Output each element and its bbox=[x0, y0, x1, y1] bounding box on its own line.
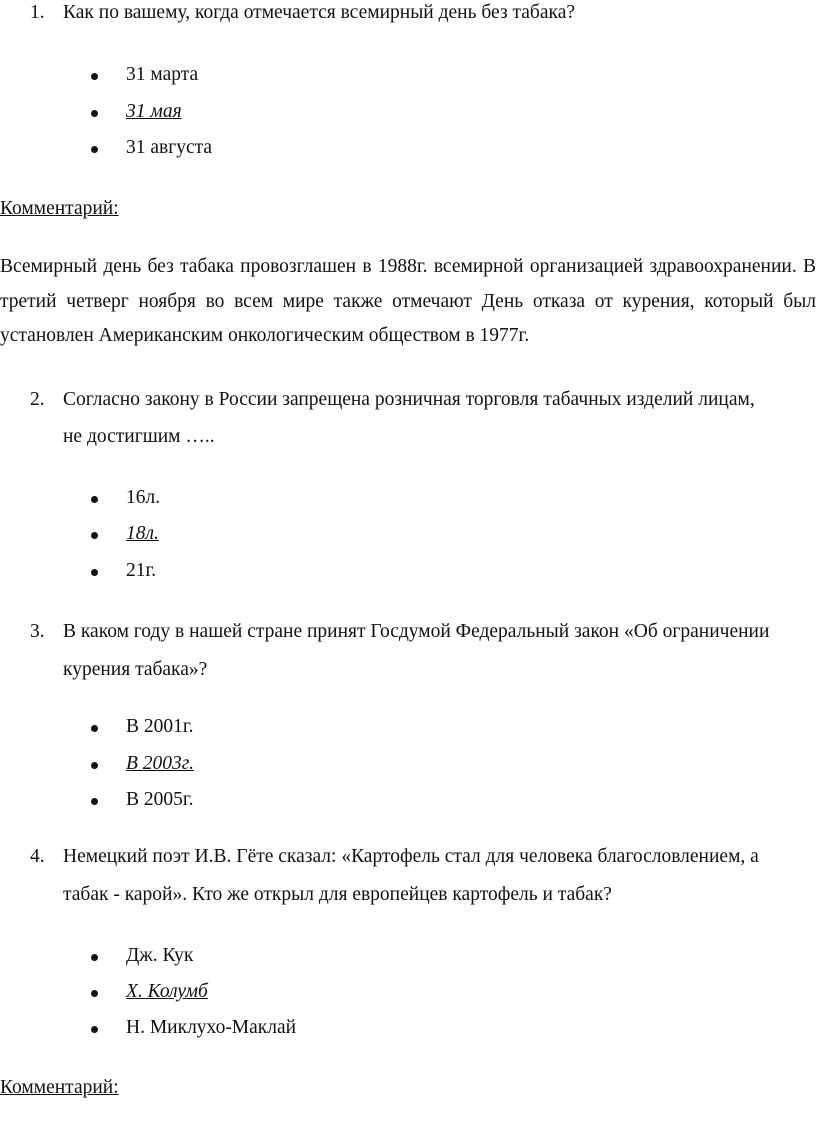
q1-option-1: 31 марта bbox=[126, 64, 199, 85]
question-1-number: 1. bbox=[30, 2, 45, 23]
bullet-icon bbox=[91, 762, 98, 769]
question-3-text-line-2: курения табака»? bbox=[63, 659, 208, 680]
question-4-number: 4. bbox=[30, 846, 45, 867]
bullet-icon bbox=[91, 954, 98, 961]
q2-option-1: 16л. bbox=[126, 487, 161, 508]
q3-option-3: В 2005г. bbox=[126, 789, 194, 810]
bullet-icon bbox=[91, 990, 98, 997]
question-4-text-line-2: табак - карой». Кто же открыл для европейцев картофель и табак? bbox=[63, 884, 612, 905]
q1-option-2-correct: 31 мая bbox=[126, 101, 182, 122]
q4-option-3: Н. Миклухо-Маклай bbox=[126, 1017, 297, 1038]
bullet-icon bbox=[91, 1026, 98, 1033]
q1-option-3: 31 августа bbox=[126, 137, 213, 158]
comment-2-heading: Комментарий: bbox=[0, 1077, 119, 1098]
bullet-icon bbox=[91, 532, 98, 539]
q3-option-1: В 2001г. bbox=[126, 716, 194, 737]
q2-option-2-correct: 18л. bbox=[126, 523, 159, 544]
q4-option-2-correct: Х. Колумб bbox=[126, 981, 208, 1002]
q3-option-2-correct: В 2003г. bbox=[126, 753, 195, 774]
bullet-icon bbox=[91, 496, 98, 503]
comment-1-text: Всемирный день без табака провозглашен в 1988г. всемирной организацией здравоохранении. В третий четверг ноября во всем мире также отмечают День отказа от курения, который был установлен Американским онкологическим обществом в 1977г. bbox=[0, 256, 816, 346]
q2-option-3: 21г. bbox=[126, 560, 157, 581]
question-2-text-line-2: не достигшим ….. bbox=[63, 426, 215, 447]
question-2-number: 2. bbox=[30, 389, 45, 410]
question-4-text-line-1: Немецкий поэт И.В. Гёте сказал: «Картофель стал для человека благословлением, а bbox=[63, 846, 759, 867]
question-2-text-line-1: Согласно закону в России запрещена розничная торговля табачных изделий лицам, bbox=[63, 389, 755, 410]
comment-1-heading: Комментарий: bbox=[0, 198, 119, 219]
q4-option-1: Дж. Кук bbox=[126, 945, 194, 966]
bullet-icon bbox=[91, 798, 98, 805]
bullet-icon bbox=[91, 146, 98, 153]
question-3-number: 3. bbox=[30, 621, 45, 642]
bullet-icon bbox=[91, 110, 98, 117]
question-3-text-line-1: В каком году в нашей стране принят Госдумой Федеральный закон «Об ограничении bbox=[63, 621, 770, 642]
question-1-text: Как по вашему, когда отмечается всемирный день без табака? bbox=[63, 2, 575, 23]
bullet-icon bbox=[91, 725, 98, 732]
bullet-icon bbox=[91, 73, 98, 80]
bullet-icon bbox=[91, 569, 98, 576]
